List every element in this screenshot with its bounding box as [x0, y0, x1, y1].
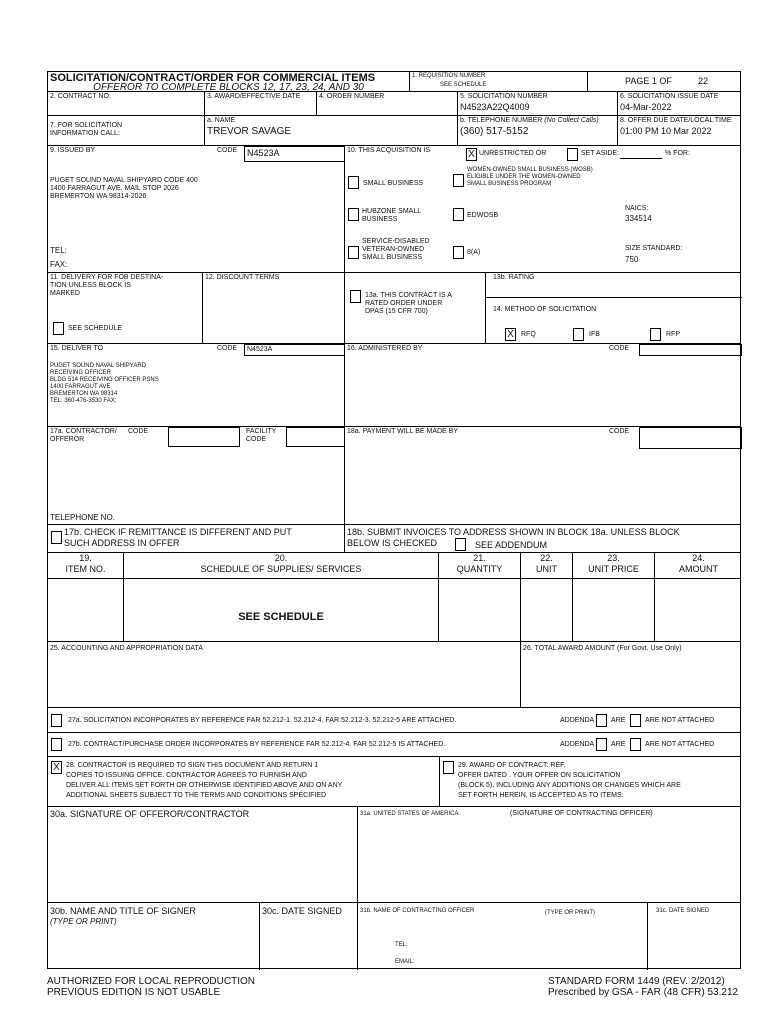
hubzone-checkbox[interactable]	[348, 208, 359, 221]
27b-are-checkbox[interactable]	[596, 738, 607, 751]
27b-are-not-checkbox[interactable]	[630, 738, 641, 751]
row-27b	[48, 733, 740, 757]
date-signed-30c: 30c. DATE SIGNED	[262, 906, 342, 916]
unrestricted-label: UNRESTRICTED OR	[479, 150, 547, 157]
date-signed-31c: 31c. DATE SIGNED	[656, 908, 710, 914]
requisition-cell	[410, 72, 588, 91]
27a-are-not-checkbox[interactable]	[630, 714, 641, 727]
solicitation-number-label: 5. SOLICITATION NUMBER	[460, 93, 548, 100]
deliver-to-code-label: CODE	[217, 345, 238, 352]
requisition-value: SEE SCHEDULE	[440, 82, 487, 88]
info-call-label: 7. FOR SOLICITATION INFORMATION CALL:	[50, 122, 123, 137]
due-date-label: 8. OFFER DUE DATE/LOCAL TIME	[620, 117, 732, 124]
issued-by-fax: FAX:	[50, 260, 68, 269]
co-type-print: (TYPE OR PRINT)	[545, 910, 596, 916]
administered-by-label: 16. ADMINISTERED BY	[347, 345, 423, 352]
row-contract-numbers	[48, 92, 740, 116]
payment-by-label: 18a. PAYMENT WILL BE MADE BY	[347, 428, 458, 435]
rated-order-checkbox[interactable]	[350, 290, 361, 303]
row-issued-by	[48, 146, 740, 273]
see-schedule-text: SEE SCHEDULE	[238, 611, 324, 623]
ifb-checkbox[interactable]	[573, 328, 584, 341]
rfq-checkbox[interactable]: X	[505, 328, 516, 341]
rating-label: 13b. RATING	[493, 274, 535, 281]
issued-by-code-value: N4523A	[244, 146, 345, 162]
contract-no-label: 2. CONTRACT NO.	[50, 93, 111, 100]
8a-checkbox[interactable]	[453, 246, 464, 259]
rfp-label: RFP	[666, 331, 680, 338]
size-standard-value: 750	[625, 255, 639, 264]
phone-note: (No Collect Calls)	[544, 117, 599, 124]
sdvosb-checkbox[interactable]	[348, 246, 359, 259]
page-total: 22	[698, 76, 709, 86]
row-27a	[48, 708, 740, 733]
unrestricted-checkbox[interactable]: X	[466, 148, 477, 161]
addendum-checkbox[interactable]	[455, 538, 466, 551]
administered-code-value[interactable]	[639, 344, 742, 356]
invoice-label: 18b. SUBMIT INVOICES TO ADDRESS SHOWN IN BLOCK 18a. UNLESS BLOCK BELOW IS CHECKED	[347, 527, 680, 548]
rfq-label: RFQ	[521, 331, 536, 338]
27b-text: 27b. CONTRACT/PURCHASE ORDER INCORPORATES BY REFERENCE FAR 52.212-4. FAR 52.212-5 IS ATTACHED.	[68, 741, 446, 748]
page-label: PAGE 1 OF	[625, 76, 672, 86]
set-aside-checkbox[interactable]	[567, 148, 578, 161]
offeror-signature-label: 30a. SIGNATURE OF OFFEROR/CONTRACTOR	[50, 809, 250, 819]
signer-type-print: (TYPE OR PRINT)	[50, 917, 117, 926]
wosb-label: WOMEN-OWNED SMALL BUSINESS (WOSB) ELIGIBLE UNDER THE WOMEN-OWNED SMALL BUSINESS PROGRAM	[467, 167, 593, 187]
edwosb-checkbox[interactable]	[453, 208, 464, 221]
rating-divider	[485, 273, 486, 343]
row-delivery-terms	[48, 273, 740, 344]
27a-are: ARE	[611, 717, 626, 724]
rating-hline	[485, 297, 742, 298]
col-item-no: 19. ITEM NO.	[65, 553, 106, 574]
row-28-29	[48, 757, 740, 807]
27a-are-not: ARE NOT ATTACHED	[645, 717, 715, 724]
small-business-checkbox[interactable]	[348, 176, 359, 189]
footer-authorized: AUTHORIZED FOR LOCAL REPRODUCTION	[47, 976, 255, 987]
contact-name-value: TREVOR SAVAGE	[207, 126, 292, 137]
set-aside-label: SET ASIDE:	[581, 150, 619, 157]
schedule-body	[48, 579, 740, 642]
co-name-label: 31b. NAME OF CONTRACTING OFFICER	[360, 908, 475, 914]
29-text: 29. AWARD OF CONTRACT: REF. OFFER DATED . YOUR OFFER ON SOLICITATION (BLOCK 5), INCLUDING ANY ADDITIONS OR CHANGES WHICH ARE SET FORTH HEREIN, IS ACCEPTED AS TO ITEMS:	[458, 762, 681, 799]
issued-by-code-label: CODE	[217, 147, 238, 154]
wosb-checkbox[interactable]	[453, 174, 464, 187]
fob-see-schedule-label: SEE SCHEDULE	[68, 325, 123, 332]
row-info-call	[48, 116, 740, 146]
27a-checkbox[interactable]	[51, 714, 62, 727]
remittance-checkbox[interactable]	[51, 531, 62, 544]
footer-prescribed: Prescribed by GSA - FAR (48 CFR) 53.212	[548, 987, 739, 998]
set-aside-pct-line	[620, 158, 662, 159]
footer-right	[548, 976, 738, 998]
co-email: EMAIL:	[395, 959, 415, 965]
method-label: 14. METHOD OF SOLICITATION	[493, 306, 597, 313]
facility-code-label: FACILITY CODE	[246, 428, 277, 443]
total-award-label: 26. TOTAL AWARD AMOUNT (For Govt. Use Only)	[523, 645, 682, 652]
remittance-label: 17b. CHECK IF REMITTANCE IS DIFFERENT AND PUT SUCH ADDRESS IN OFFER	[64, 527, 292, 548]
issued-by-label: 9. ISSUED BY	[50, 147, 96, 154]
payment-code-value[interactable]	[639, 427, 742, 449]
hubzone-label: HUBZONE SMALL BUSINESS	[362, 208, 422, 223]
fob-label: 11. DELIVERY FOR FOB DESTINA- TION UNLESS BLOCK IS MARKED	[50, 274, 164, 297]
small-business-label: SMALL BUSINESS	[363, 180, 424, 187]
27a-addenda: ADDENDA	[560, 717, 595, 724]
col-unit: 22. UNIT	[536, 553, 557, 574]
schedule-header	[48, 553, 740, 579]
deliver-to-code-value: N4523A	[244, 344, 345, 356]
8a-label: 8(A)	[467, 249, 481, 256]
order-number-label: 4. ORDER NUMBER	[319, 93, 385, 100]
row-accounting	[48, 642, 740, 708]
rfp-checkbox[interactable]	[650, 328, 661, 341]
27a-are-checkbox[interactable]	[596, 714, 607, 727]
footer-left	[47, 976, 255, 998]
27b-are: ARE	[611, 741, 626, 748]
row-signer	[48, 903, 740, 970]
contractor-code-value[interactable]	[168, 427, 240, 447]
issued-by-address: PUGET SOUND NAVAL SHIPYARD CODE 400 1400 FARRAGUT AVE. MAIL STOP 2026 BREMERTON WA 98314-2026	[50, 177, 198, 200]
issued-by-tel: TEL:	[50, 246, 67, 255]
form-subtitle: OFFEROR TO COMPLETE BLOCKS 12, 17, 23, 24, AND 30	[93, 82, 364, 91]
addendum-label: SEE ADDENDUM	[475, 540, 548, 550]
footer-standard-form: STANDARD FORM 1449 (REV. 2/2012)	[548, 976, 725, 987]
row-remittance	[48, 525, 740, 553]
row-contractor	[48, 427, 740, 525]
usa-label: 31a. UNITED STATES OF AMERICA	[360, 811, 459, 817]
requisition-label: 1. REQUISITION NUMBER	[412, 73, 486, 79]
pct-for-label: % FOR:	[665, 150, 690, 157]
issue-date-value: 04-Mar-2022	[620, 102, 672, 112]
27b-checkbox[interactable]	[51, 738, 62, 751]
due-date-value: 01:00 PM 10 Mar 2022	[620, 126, 712, 136]
solicitation-number-value: N4523A22Q4009	[460, 102, 530, 112]
co-signature-label: (SIGNATURE OF CONTRACTING OFFICER)	[510, 810, 653, 817]
col-amount: 24. AMOUNT	[679, 553, 718, 574]
contractor-code-label: CODE	[128, 428, 149, 435]
col-supplies: 20. SCHEDULE OF SUPPLIES/ SERVICES	[200, 553, 362, 574]
deliver-to-label: 15. DELIVER TO	[50, 345, 104, 352]
rated-order-label: 13a. THIS CONTRACT IS A RATED ORDER UNDER DPAS (15 CFR 700)	[365, 292, 452, 315]
phone-value: (360) 517-5152	[460, 126, 529, 137]
deliver-to-address: PUGET SOUND NAVAL SHIPYARD RECEIVING OFFICER BLDG 514 RECEIVING OFFICER PSNS 1400 FARRAGUT AVE BREMERTON WA 98314 TEL: 360-476-3530 FAX:	[50, 363, 159, 404]
discount-terms-label: 12. DISCOUNT TERMS	[205, 274, 280, 281]
accounting-label: 25. ACCOUNTING AND APPROPRIATION DATA	[50, 645, 203, 652]
solicitation-form	[47, 71, 741, 969]
28-text: 28. CONTRACTOR IS REQUIRED TO SIGN THIS DOCUMENT AND RETURN 1 COPIES TO ISSUING OFFICE. CONTRACTOR AGREES TO FURNISH AND DELIVER ALL ITEMS SET FORTH OR OTHERWISE IDENTIFIED ABOVE AND ON ANY ADDITIONAL SHEETS SUBJECT TO THE TERMS AND CONDITIONS SPECIFIED	[66, 762, 343, 799]
contractor-label: 17a. CONTRACTOR/ OFFEROR	[50, 428, 117, 443]
payment-code-label: CODE	[609, 428, 630, 435]
27b-are-not: ARE NOT ATTACHED	[645, 741, 715, 748]
co-tel: TEL:	[395, 942, 408, 948]
form-title-cell	[48, 72, 410, 91]
naics-label: NAICS:	[625, 205, 649, 212]
page-cell	[588, 72, 742, 91]
fob-see-schedule-checkbox[interactable]	[53, 322, 64, 335]
29-checkbox[interactable]	[443, 761, 454, 774]
acquisition-label: 10. THIS ACQUISITION IS	[347, 147, 431, 154]
issue-date-label: 6. SOLICITATION ISSUE DATE	[620, 93, 719, 100]
award-date-label: 3. AWARD/EFFECTIVE DATE	[207, 93, 301, 100]
contact-name-label: a. NAME	[207, 117, 236, 124]
ifb-label: IFB	[589, 331, 600, 338]
signer-name-label: 30b. NAME AND TITLE OF SIGNER	[50, 906, 196, 916]
27b-addenda: ADDENDA	[560, 741, 595, 748]
row-deliver-to	[48, 344, 740, 427]
col-quantity: 21. QUANTITY	[456, 553, 503, 574]
edwosb-label: EDWOSB	[467, 212, 499, 219]
administered-code-label: CODE	[609, 345, 630, 352]
27a-text: 27a. SOLICITATION INCORPORATES BY REFERENCE FAR 52.212-1. 52.212-4. FAR 52.212-3. 52.212-5 ARE ATTACHED.	[68, 717, 457, 724]
sdvosb-label: SERVICE-DISABLED VETERAN-OWNED SMALL BUSINESS	[362, 238, 430, 261]
header-row	[48, 72, 740, 92]
28-checkbox[interactable]: X	[51, 761, 62, 774]
facility-code-value[interactable]	[286, 427, 345, 447]
form-title: SOLICITATION/CONTRACT/ORDER FOR COMMERCIAL ITEMS	[50, 72, 376, 84]
phone-label: b. TELEPHONE NUMBER	[460, 117, 543, 124]
footer-previous-edition: PREVIOUS EDITION IS NOT USABLE	[47, 987, 221, 998]
telephone-no-label: TELEPHONE NO.	[50, 513, 115, 522]
col-unit-price: 23. UNIT PRICE	[588, 553, 639, 574]
naics-value: 334514	[625, 214, 652, 223]
size-standard-label: SIZE STANDARD:	[625, 245, 683, 252]
row-signature	[48, 807, 740, 903]
